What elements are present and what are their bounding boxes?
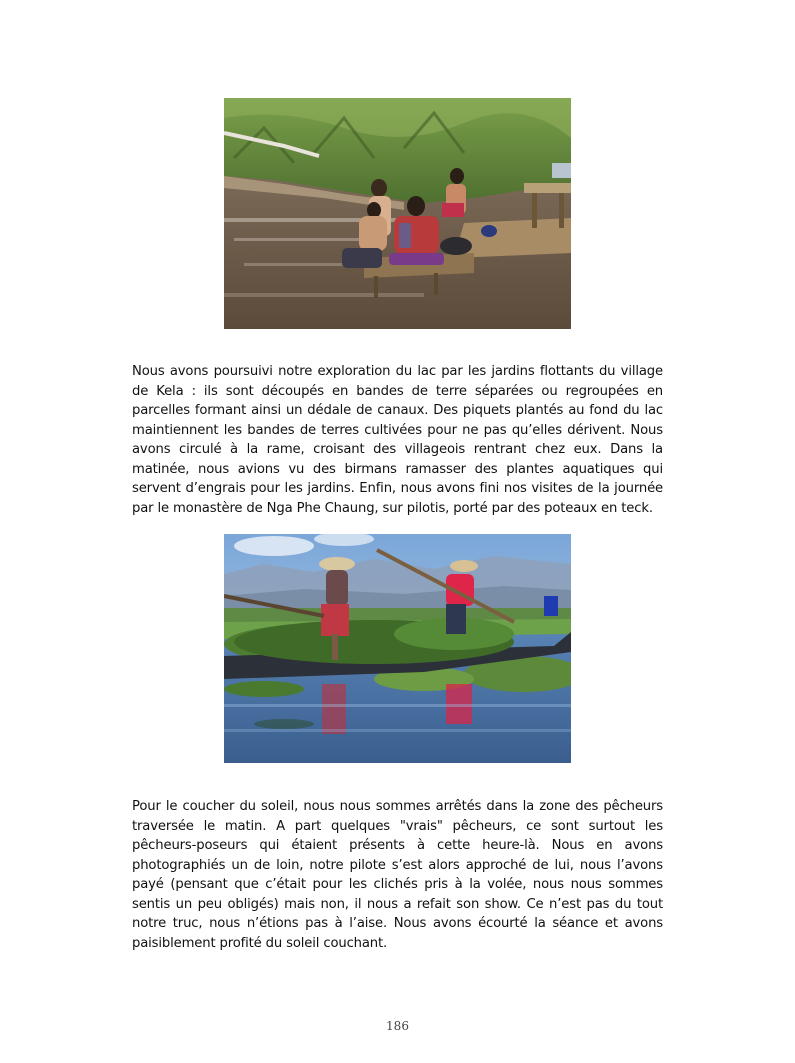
paragraph-sunset-fishermen: Pour le coucher du soleil, nous nous sommes arrêtés dans la zone des pêcheurs traversée le matin. A part quelques "vrais" pêcheurs, ce sont surtout les pêcheurs-poseurs qui étaient présents à cette heure-là. Nous en avons photographiés un de loin, notre pilote s’est alors approché de lui, nous l’avons payé (pensant que c’était pour les clichés pris à la volée, nous nous sommes sentis un peu obligés) mais non, il nous a refait son show. Ce n’est pas du tout notre truc, nous n’étions pas à l’aise. Nous avons écourté la séance et avons paisiblement profité du soleil couchant. bbox=[132, 799, 663, 951]
page-number: 186 bbox=[386, 1019, 409, 1033]
paragraph-floating-gardens: Nous avons poursuivi notre exploration du lac par les jardins flottants du village de Kela : ils sont découpés en bandes de terre séparées ou regroupées en parcelles formant ainsi un dédale de canaux. Des piquets plantés au fond du lac maintiennent les bandes de terres cultivées pour ne pas qu’elles dérivent. Nous avons circulé à la rame, croisant des villageois rentrant chez eux. Dans la matinée, nous avions vu des birmans ramasser des plantes aquatiques qui servent d’engrais pour les jardins. Enfin, nous avons fini nos visites de la journée par le monastère de Nga Phe Chaung, sur pilotis, porté par des poteaux en teck. bbox=[132, 364, 663, 516]
photo-lake-washing bbox=[224, 98, 571, 329]
photo-boat-harvest bbox=[224, 534, 571, 763]
